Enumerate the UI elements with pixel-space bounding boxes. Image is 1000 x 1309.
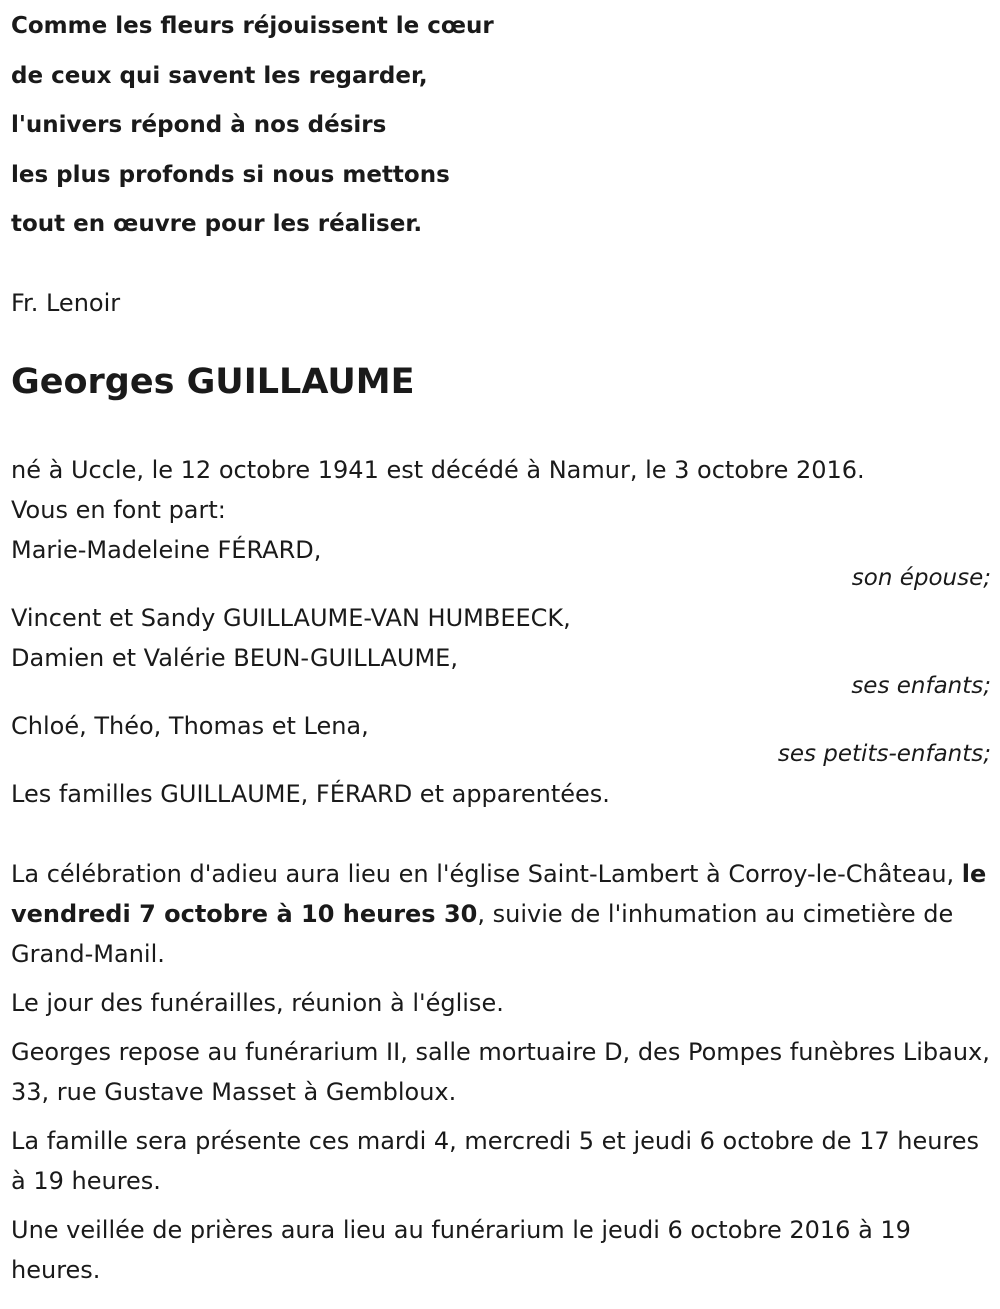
obituary-page: [11, 0, 991, 1299]
celebration-text-end: , suivie de l'inhumation au cimetière de Grand-Manil.: [11, 899, 954, 968]
poem-line: de ceux qui savent les regarder,: [11, 62, 428, 89]
meeting-paragraph: Le jour des funérailles, réunion à l'église.: [11, 988, 504, 1017]
family-group-spouse: [11, 530, 991, 590]
relation-label: son épouse;: [851, 564, 991, 591]
relation-label: ses enfants;: [851, 672, 991, 699]
funerarium-paragraph: Georges repose au funérarium II, salle mortuaire D, des Pompes funèbres Libaux, 33, rue Gustave Masset à Gembloux.: [11, 1037, 990, 1106]
poem-line: l'univers répond à nos désirs: [11, 112, 387, 139]
family-member-name: Chloé, Théo, Thomas et Lena,: [11, 711, 369, 740]
ceremony-details: [11, 854, 991, 1290]
relation-label: ses petits-enfants;: [777, 740, 991, 767]
family-presence-paragraph: La famille sera présente ces mardi 4, mercredi 5 et jeudi 6 octobre de 17 heures à 19 heures.: [11, 1126, 980, 1195]
celebration-paragraph: [11, 854, 991, 974]
poem-author: Fr. Lenoir: [11, 288, 121, 317]
family-member-name: Damien et Valérie BEUN-GUILLAUME,: [11, 643, 458, 672]
family-group-grandchildren: [11, 706, 991, 766]
celebration-date: le vendredi 7 octobre à 10 heures 30: [11, 859, 987, 928]
poem: [11, 0, 991, 254]
birth-death-statement: né à Uccle, le 12 octobre 1941 est décédé à Namur, le 3 octobre 2016.: [11, 455, 865, 484]
vigil-paragraph: Une veillée de prières aura lieu au funérarium le jeudi 6 octobre 2016 à 19 heures.: [11, 1215, 911, 1284]
families-statement: Les familles GUILLAUME, FÉRARD et apparentées.: [11, 779, 610, 808]
poem-line: les plus profonds si nous mettons: [11, 161, 450, 188]
celebration-text: La célébration d'adieu aura lieu en l'église Saint-Lambert à Corroy-le-Château,: [11, 859, 962, 888]
poem-line: Comme les fleurs réjouissent le cœur: [11, 13, 494, 39]
poem-line: tout en œuvre pour les réaliser.: [11, 211, 423, 238]
family-group-children: [11, 598, 991, 698]
deceased-name: Georges GUILLAUME: [11, 361, 415, 402]
family-member-name: Marie-Madeleine FÉRARD,: [11, 535, 322, 564]
family-member-name: Vincent et Sandy GUILLAUME-VAN HUMBEECK,: [11, 603, 571, 632]
announcement-intro: Vous en font part:: [11, 495, 226, 524]
